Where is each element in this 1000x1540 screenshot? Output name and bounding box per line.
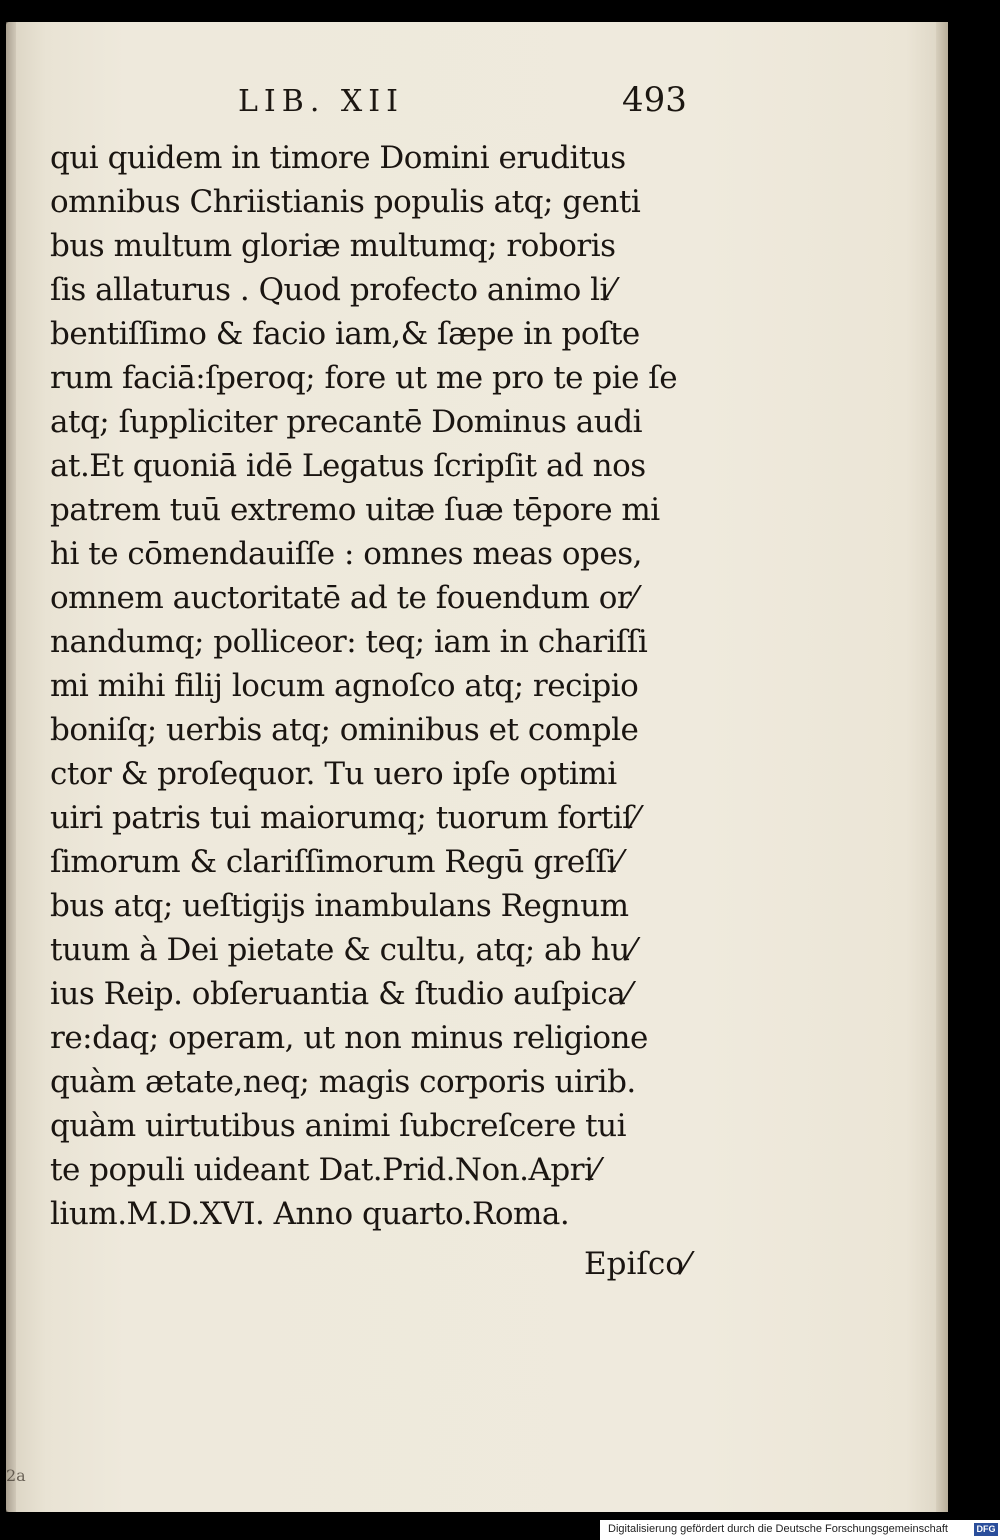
text-line: qui quidem in timore Domini eruditus [50, 140, 626, 176]
text-line: atq; ſuppliciter precantē Dominus audi [50, 404, 642, 440]
text-line: at.Et quoniā idē Legatus ſcripſit ad nos [50, 448, 646, 484]
dfg-logo: DFG [974, 1523, 998, 1536]
text-line: bus multum gloriæ multumq; roboris [50, 228, 616, 264]
text-line: ius Reip. obſeruantia & ſtudio auſpica⁄ [50, 976, 630, 1012]
text-line: uiri patris tui maiorumq; tuorum fortiſ⁄ [50, 800, 638, 836]
text-line: omnibus Chriistianis populis atq; genti [50, 184, 641, 220]
catchword: Epiſco⁄ [584, 1246, 690, 1282]
digitization-credit-bar [600, 1520, 1000, 1540]
body-text [50, 136, 730, 1236]
text-line: rum faciā:ſperoq; fore ut me pro te pie ſe [50, 360, 678, 396]
text-line: tuum à Dei pietate & cultu, atq; ab hu⁄ [50, 932, 635, 968]
text-line: mi mihi filij locum agnoſco atq; recipio [50, 668, 639, 704]
text-line: lium.M.D.XVI. Anno quarto.Roma. [50, 1196, 570, 1232]
text-line: ſis allaturus . Quod profecto animo li⁄ [50, 272, 614, 308]
text-line: hi te cōmendauiſſe : omnes meas opes, [50, 536, 643, 572]
running-head-title: LIB. XII [238, 84, 404, 119]
running-head [0, 80, 1000, 124]
text-line: bentiſſimo & facio iam,& ſæpe in poſte [50, 316, 640, 352]
text-line: patrem tuū extremo uitæ ſuæ tēpore mi [50, 492, 660, 528]
text-line: bus atq; ueſtigijs inambulans Regnum [50, 888, 629, 924]
page-gutter-shadow [6, 22, 16, 1512]
text-line: quàm ætate,neq; magis corporis uirib. [50, 1064, 636, 1100]
text-line: ſimorum & clariſſimorum Regū greſſi⁄ [50, 844, 621, 880]
folio-number: 493 [622, 80, 687, 120]
text-line: ctor & proſequor. Tu uero ipſe optimi [50, 756, 617, 792]
text-line: quàm uirtutibus animi ſubcreſcere tui [50, 1108, 626, 1144]
text-line: re:daq; operam, ut non minus religione [50, 1020, 648, 1056]
text-line: boniſq; uerbis atq; ominibus et comple [50, 712, 639, 748]
text-line: omnem auctoritatē ad te fouendum or⁄ [50, 580, 636, 616]
page-edge-stack [936, 22, 948, 1512]
digitization-credit-text: Digitalisierung gefördert durch die Deutsche Forschungsgemeinschaft [608, 1523, 948, 1535]
signature-mark: 2a [6, 1466, 26, 1485]
text-line: te populi uideant Dat.Prid.Non.Apri⁄ [50, 1152, 599, 1188]
text-line: nandumq; polliceor: teq; iam in chariſſi [50, 624, 648, 660]
